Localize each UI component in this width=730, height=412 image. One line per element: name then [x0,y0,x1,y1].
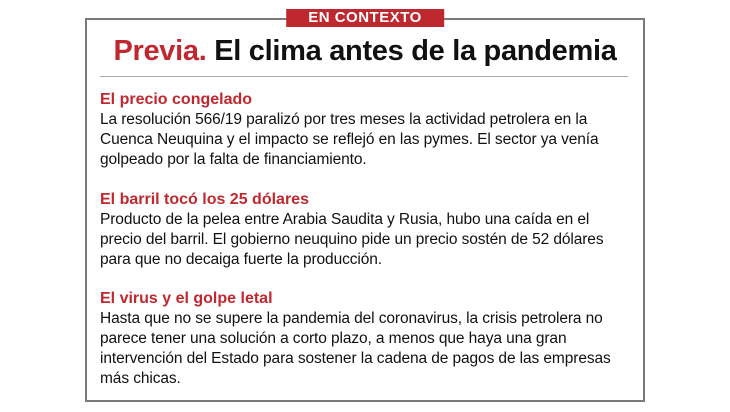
headline-lead: Previa. [113,35,207,67]
section-title: El precio congelado [100,91,253,108]
headline [85,33,645,69]
section-barril [100,190,634,270]
section-tag: EN CONTEXTO [286,9,444,27]
section-body: Hasta que no se supere la pandemia del coronavirus, la crisis petrolera no parece tener una solución a corto plazo, a menos que haya una gran intervención del Estado para sostener la cadena de pagos de las empresas más chicas. [100,310,611,387]
section-virus [100,289,634,389]
section-title: El virus y el golpe letal [100,290,273,307]
section-body: La resolución 566/19 paralizó por tres meses la actividad petrolera en la Cuenca Neuquina y el impacto se reflejó en las pymes. El sector ya venía golpeado por la falta de financiamiento. [100,111,599,168]
section-body: Producto de la pelea entre Arabia Saudita y Rusia, hubo una caída en el precio del barril. El gobierno neuquino pide un precio sostén de 52 dólares para que no decaiga fuerte la producción. [100,211,604,268]
headline-divider [100,76,628,77]
section-title: El barril tocó los 25 dólares [100,191,309,208]
section-precio-congelado [100,90,634,170]
headline-rest: El clima antes de la pandemia [214,35,617,67]
